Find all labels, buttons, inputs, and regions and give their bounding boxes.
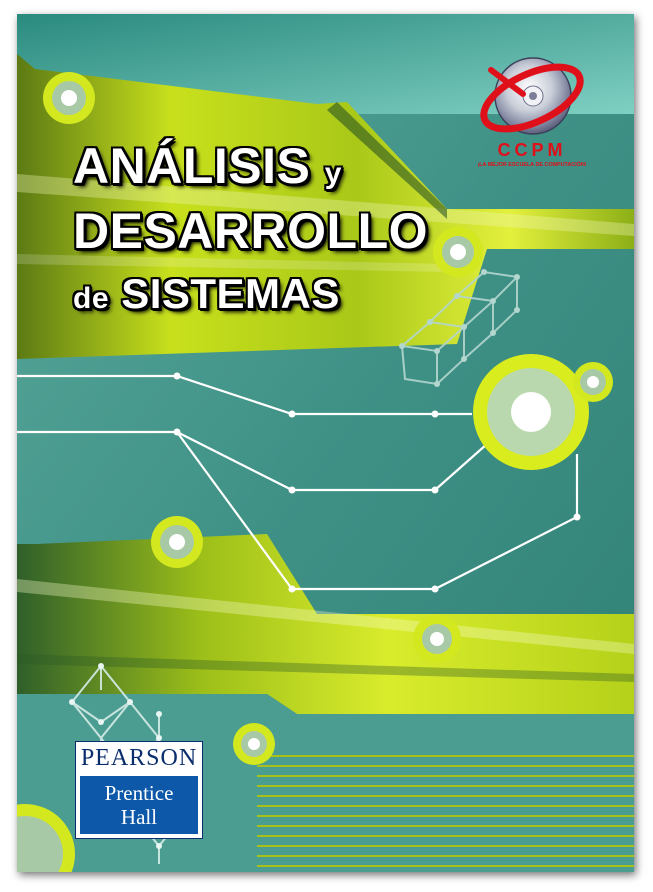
pearson-prentice-hall-logo	[75, 741, 203, 839]
title-word-de: de	[73, 282, 110, 315]
imprint-line-1: Prentice	[104, 781, 174, 805]
ccpm-logo	[477, 48, 587, 178]
publisher-imprint	[80, 776, 198, 834]
title-line-1	[73, 137, 342, 195]
compact-disc-orbit-icon	[477, 48, 587, 144]
book-cover	[17, 14, 634, 872]
title-word-analisis: ANÁLISIS	[73, 138, 311, 194]
publisher-name: PEARSON	[80, 745, 198, 771]
title-line-3	[73, 270, 340, 318]
title-line-2	[73, 202, 428, 260]
imprint-line-2: Hall	[120, 805, 158, 829]
title-word-desarrollo: DESARROLLO	[73, 203, 428, 259]
title-word-y: y	[324, 157, 342, 190]
logo-slogan: ¡LA MEJOR ESCUELA DE COMPUTACIÓN!	[477, 162, 587, 168]
title-word-sistemas: SISTEMAS	[121, 270, 340, 317]
logo-name: CCPM	[497, 140, 567, 160]
